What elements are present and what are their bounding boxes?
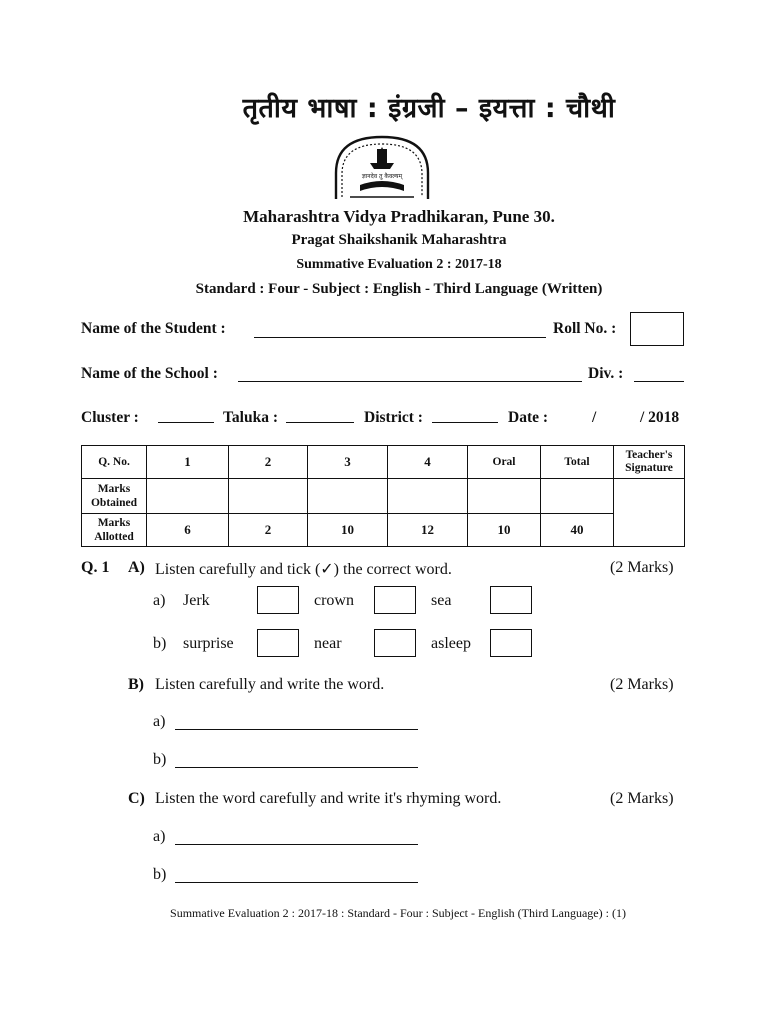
tick-box[interactable] <box>374 629 416 657</box>
option-row-label: b) <box>153 635 167 652</box>
school-name-field[interactable] <box>238 381 582 382</box>
col-header: 4 <box>388 446 468 479</box>
allotted-label: Marks Allotted <box>82 514 147 547</box>
table-header-row <box>82 446 685 479</box>
table-row <box>82 514 685 547</box>
org-name: Maharashtra Vidya Pradhikaran, Pune 30. <box>243 207 555 226</box>
col-header: Oral <box>468 446 541 479</box>
answer-line[interactable] <box>175 844 418 845</box>
student-name-field[interactable] <box>254 337 546 338</box>
answer-line-label: b) <box>153 866 167 883</box>
allotted-cell: 10 <box>308 514 388 547</box>
allotted-cell: 40 <box>541 514 614 547</box>
obtained-cell[interactable] <box>147 479 229 514</box>
answer-line[interactable] <box>175 882 418 883</box>
option-word: surprise <box>183 635 234 652</box>
taluka-label: Taluka : <box>223 409 278 426</box>
answer-line-label: a) <box>153 828 166 845</box>
part-b-text: Listen carefully and write the word. <box>155 676 385 693</box>
signature-header: Teacher's Signature <box>614 446 685 479</box>
tick-box[interactable] <box>257 586 299 614</box>
answer-line[interactable] <box>175 767 418 768</box>
answer-line[interactable] <box>175 729 418 730</box>
col-header: 1 <box>147 446 229 479</box>
allotted-cell: 10 <box>468 514 541 547</box>
option-word: asleep <box>431 635 471 652</box>
page-footer: Summative Evaluation 2 : 2017-18 : Standard - Four : Subject - English (Third Language) : (1) <box>170 906 626 920</box>
col-header: 3 <box>308 446 388 479</box>
logo-motto: ज्ञानदेव तु कैवल्यम् <box>361 173 403 180</box>
evaluation-name: Summative Evaluation 2 : 2017-18 <box>296 257 502 272</box>
cluster-field[interactable] <box>158 422 214 423</box>
option-word: crown <box>314 592 354 609</box>
question-number: Q. 1 <box>81 559 110 576</box>
tick-box[interactable] <box>490 629 532 657</box>
part-c-letter: C) <box>128 790 145 807</box>
signature-cell[interactable] <box>614 479 685 547</box>
standard-line: Standard : Four - Subject : English - Third Language (Written) <box>195 281 603 297</box>
div-label: Div. : <box>588 365 624 382</box>
student-name-label: Name of the Student : <box>81 320 226 337</box>
program-name: Pragat Shaikshanik Maharashtra <box>291 232 507 248</box>
answer-line-label: a) <box>153 713 166 730</box>
taluka-field[interactable] <box>286 422 354 423</box>
allotted-cell: 12 <box>388 514 468 547</box>
obtained-cell[interactable] <box>229 479 308 514</box>
div-field[interactable] <box>634 381 684 382</box>
obtained-cell[interactable] <box>308 479 388 514</box>
obtained-cell[interactable] <box>468 479 541 514</box>
tick-box[interactable] <box>374 586 416 614</box>
district-label: District : <box>364 409 423 426</box>
col-header: Total <box>541 446 614 479</box>
part-b-letter: B) <box>128 676 144 693</box>
roll-no-label: Roll No. : <box>553 320 617 337</box>
obtained-cell[interactable] <box>388 479 468 514</box>
district-field[interactable] <box>432 422 498 423</box>
obtained-label: Marks Obtained <box>82 479 147 514</box>
date-label: Date : <box>508 409 549 426</box>
date-year: / 2018 <box>640 409 680 426</box>
option-word: Jerk <box>183 592 210 609</box>
hindi-title: तृतीय भाषा : इंग्रजी – इयत्ता : चौथी <box>242 93 616 124</box>
table-row <box>82 479 685 514</box>
qno-header: Q. No. <box>82 446 147 479</box>
part-a-marks: (2 Marks) <box>610 559 674 576</box>
cluster-label: Cluster : <box>81 409 139 426</box>
col-header: 2 <box>229 446 308 479</box>
allotted-cell: 6 <box>147 514 229 547</box>
obtained-cell[interactable] <box>541 479 614 514</box>
marks-table <box>81 445 685 547</box>
emblem-logo <box>330 133 434 205</box>
part-b-marks: (2 Marks) <box>610 676 674 693</box>
school-name-label: Name of the School : <box>81 365 218 382</box>
part-a-letter: A) <box>128 559 145 576</box>
part-a-text: Listen carefully and tick (✓) the correct word. <box>155 561 452 578</box>
answer-line-label: b) <box>153 751 167 768</box>
part-c-marks: (2 Marks) <box>610 790 674 807</box>
tick-box[interactable] <box>490 586 532 614</box>
part-c-text: Listen the word carefully and write it's rhyming word. <box>155 790 502 807</box>
date-slash: / <box>592 409 597 426</box>
tick-box[interactable] <box>257 629 299 657</box>
option-word: near <box>314 635 342 652</box>
option-row-label: a) <box>153 592 166 609</box>
roll-no-box[interactable] <box>630 312 684 346</box>
allotted-cell: 2 <box>229 514 308 547</box>
option-word: sea <box>431 592 452 609</box>
